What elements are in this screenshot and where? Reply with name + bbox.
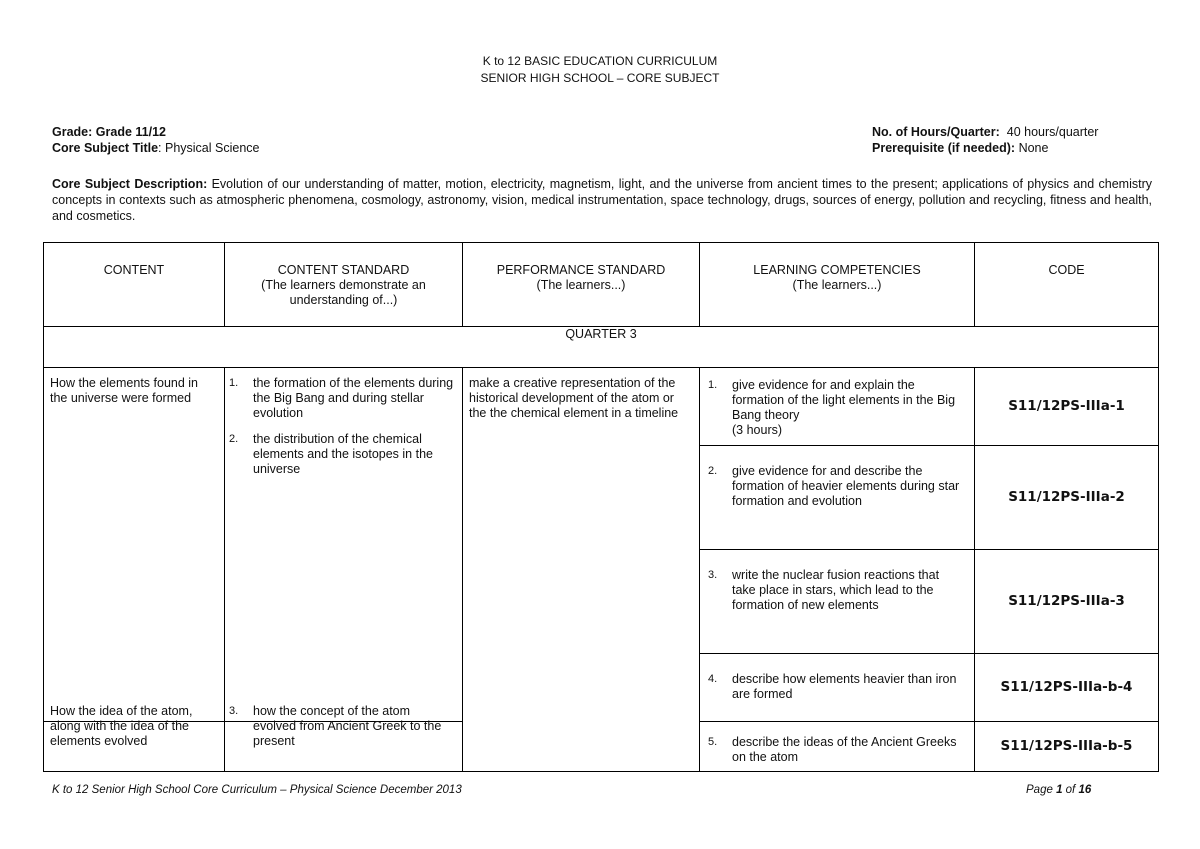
- grade-value: Grade 11/12: [95, 125, 166, 139]
- col-header-content-standard: CONTENT STANDARD (The learners demonstrate an understanding of...): [225, 243, 463, 327]
- content-text-1: How the elements found in the universe were formed: [50, 376, 199, 405]
- header-title: K to 12 BASIC EDUCATION CURRICULUM: [482, 54, 718, 68]
- footer-text: K to 12 Senior High School Core Curriculum – Physical Science December 2013: [52, 784, 462, 796]
- hours-value: 40 hours/quarter: [1006, 125, 1099, 139]
- hours-note: (3 hours): [732, 423, 783, 437]
- list-item: 3. how the concept of the atom evolved from Ancient Greek to the present: [229, 704, 442, 748]
- content-standard-subheader: (The learners demonstrate an understanding of...): [261, 278, 426, 307]
- competency-cell-2: 2. give evidence for and describe the formation of heavier elements during star formation and evolution: [700, 446, 975, 550]
- meta-right: [872, 124, 1098, 156]
- code-cell-2: S11/12PS-IIIa-2: [975, 446, 1159, 550]
- col-header-code: CODE: [975, 243, 1159, 327]
- description-label: Core Subject Description:: [52, 177, 208, 191]
- col-header-content: CONTENT: [44, 243, 225, 327]
- table-row: [44, 368, 1159, 446]
- code-cell-5: S11/12PS-IIIa-b-5: [975, 722, 1159, 772]
- performance-standard-subheader: (The learners...): [536, 278, 626, 292]
- code-cell-4: S11/12PS-IIIa-b-4: [975, 654, 1159, 722]
- competency-cell-4: 4. describe how elements heavier than iron are formed: [700, 654, 975, 722]
- list-item: 2. the distribution of the chemical elements and the isotopes in the universe: [229, 432, 433, 476]
- grade-label: Grade:: [52, 125, 93, 139]
- quarter-row: [44, 327, 1159, 368]
- description-text: Evolution of our understanding of matter, motion, electricity, magnetism, light, and the universe from ancient times to the present; applications of physics and chemistry concepts in contexts such as atmospheric phenomena, cosmology, astronomy, vision, medical instrumentation, space technology, drugs, sources of energy, pollution and recycling, fitness and health, and cosmetics.: [52, 177, 1152, 223]
- prereq-label: Prerequisite (if needed):: [872, 141, 1016, 155]
- content-standard-cell-2: [225, 704, 463, 772]
- content-cell-1: [44, 368, 225, 722]
- curriculum-table: [43, 242, 1159, 772]
- col-header-performance-standard: PERFORMANCE STANDARD (The learners...): [463, 243, 700, 327]
- content-text-2: How the idea of the atom, along with the idea of the elements evolved: [50, 704, 193, 748]
- content-standard-cell-1: [225, 368, 463, 722]
- competency-cell-1: 1. give evidence for and explain the formation of the light elements in the Big Bang theory (3 hours): [700, 368, 975, 446]
- subject-description: [52, 176, 1152, 224]
- code-cell-3: S11/12PS-IIIa-3: [975, 550, 1159, 654]
- list-item: 1. the formation of the elements during the Big Bang and during stellar evolution: [229, 376, 454, 420]
- page-number: Page 1 of 16: [1026, 784, 1092, 796]
- header-subtitle: SENIOR HIGH SCHOOL – CORE SUBJECT: [480, 71, 720, 85]
- competencies-subheader: (The learners...): [792, 278, 882, 292]
- col-header-competencies: LEARNING COMPETENCIES (The learners...): [700, 243, 975, 327]
- competency-cell-5: 5. describe the ideas of the Ancient Greeks on the atom: [700, 722, 975, 772]
- quarter-label: QUARTER 3: [44, 327, 1159, 368]
- meta-left: [52, 124, 259, 156]
- subject-label: Core Subject Title: [52, 141, 159, 155]
- performance-text: make a creative representation of the historical development of the atom or the the chemical element in a timeline: [469, 376, 679, 420]
- competency-cell-3: 3. write the nuclear fusion reactions that take place in stars, which lead to the formation of new elements: [700, 550, 975, 654]
- hours-label: No. of Hours/Quarter:: [872, 125, 1000, 139]
- table-header-row: [44, 243, 1159, 327]
- performance-standard-cell: [463, 368, 700, 772]
- subject-value: : Physical Science: [158, 141, 260, 155]
- content-cell-2: [44, 704, 225, 772]
- prereq-value: None: [1018, 141, 1049, 155]
- code-cell-1: S11/12PS-IIIa-1: [975, 368, 1159, 446]
- document-header: [0, 53, 1200, 87]
